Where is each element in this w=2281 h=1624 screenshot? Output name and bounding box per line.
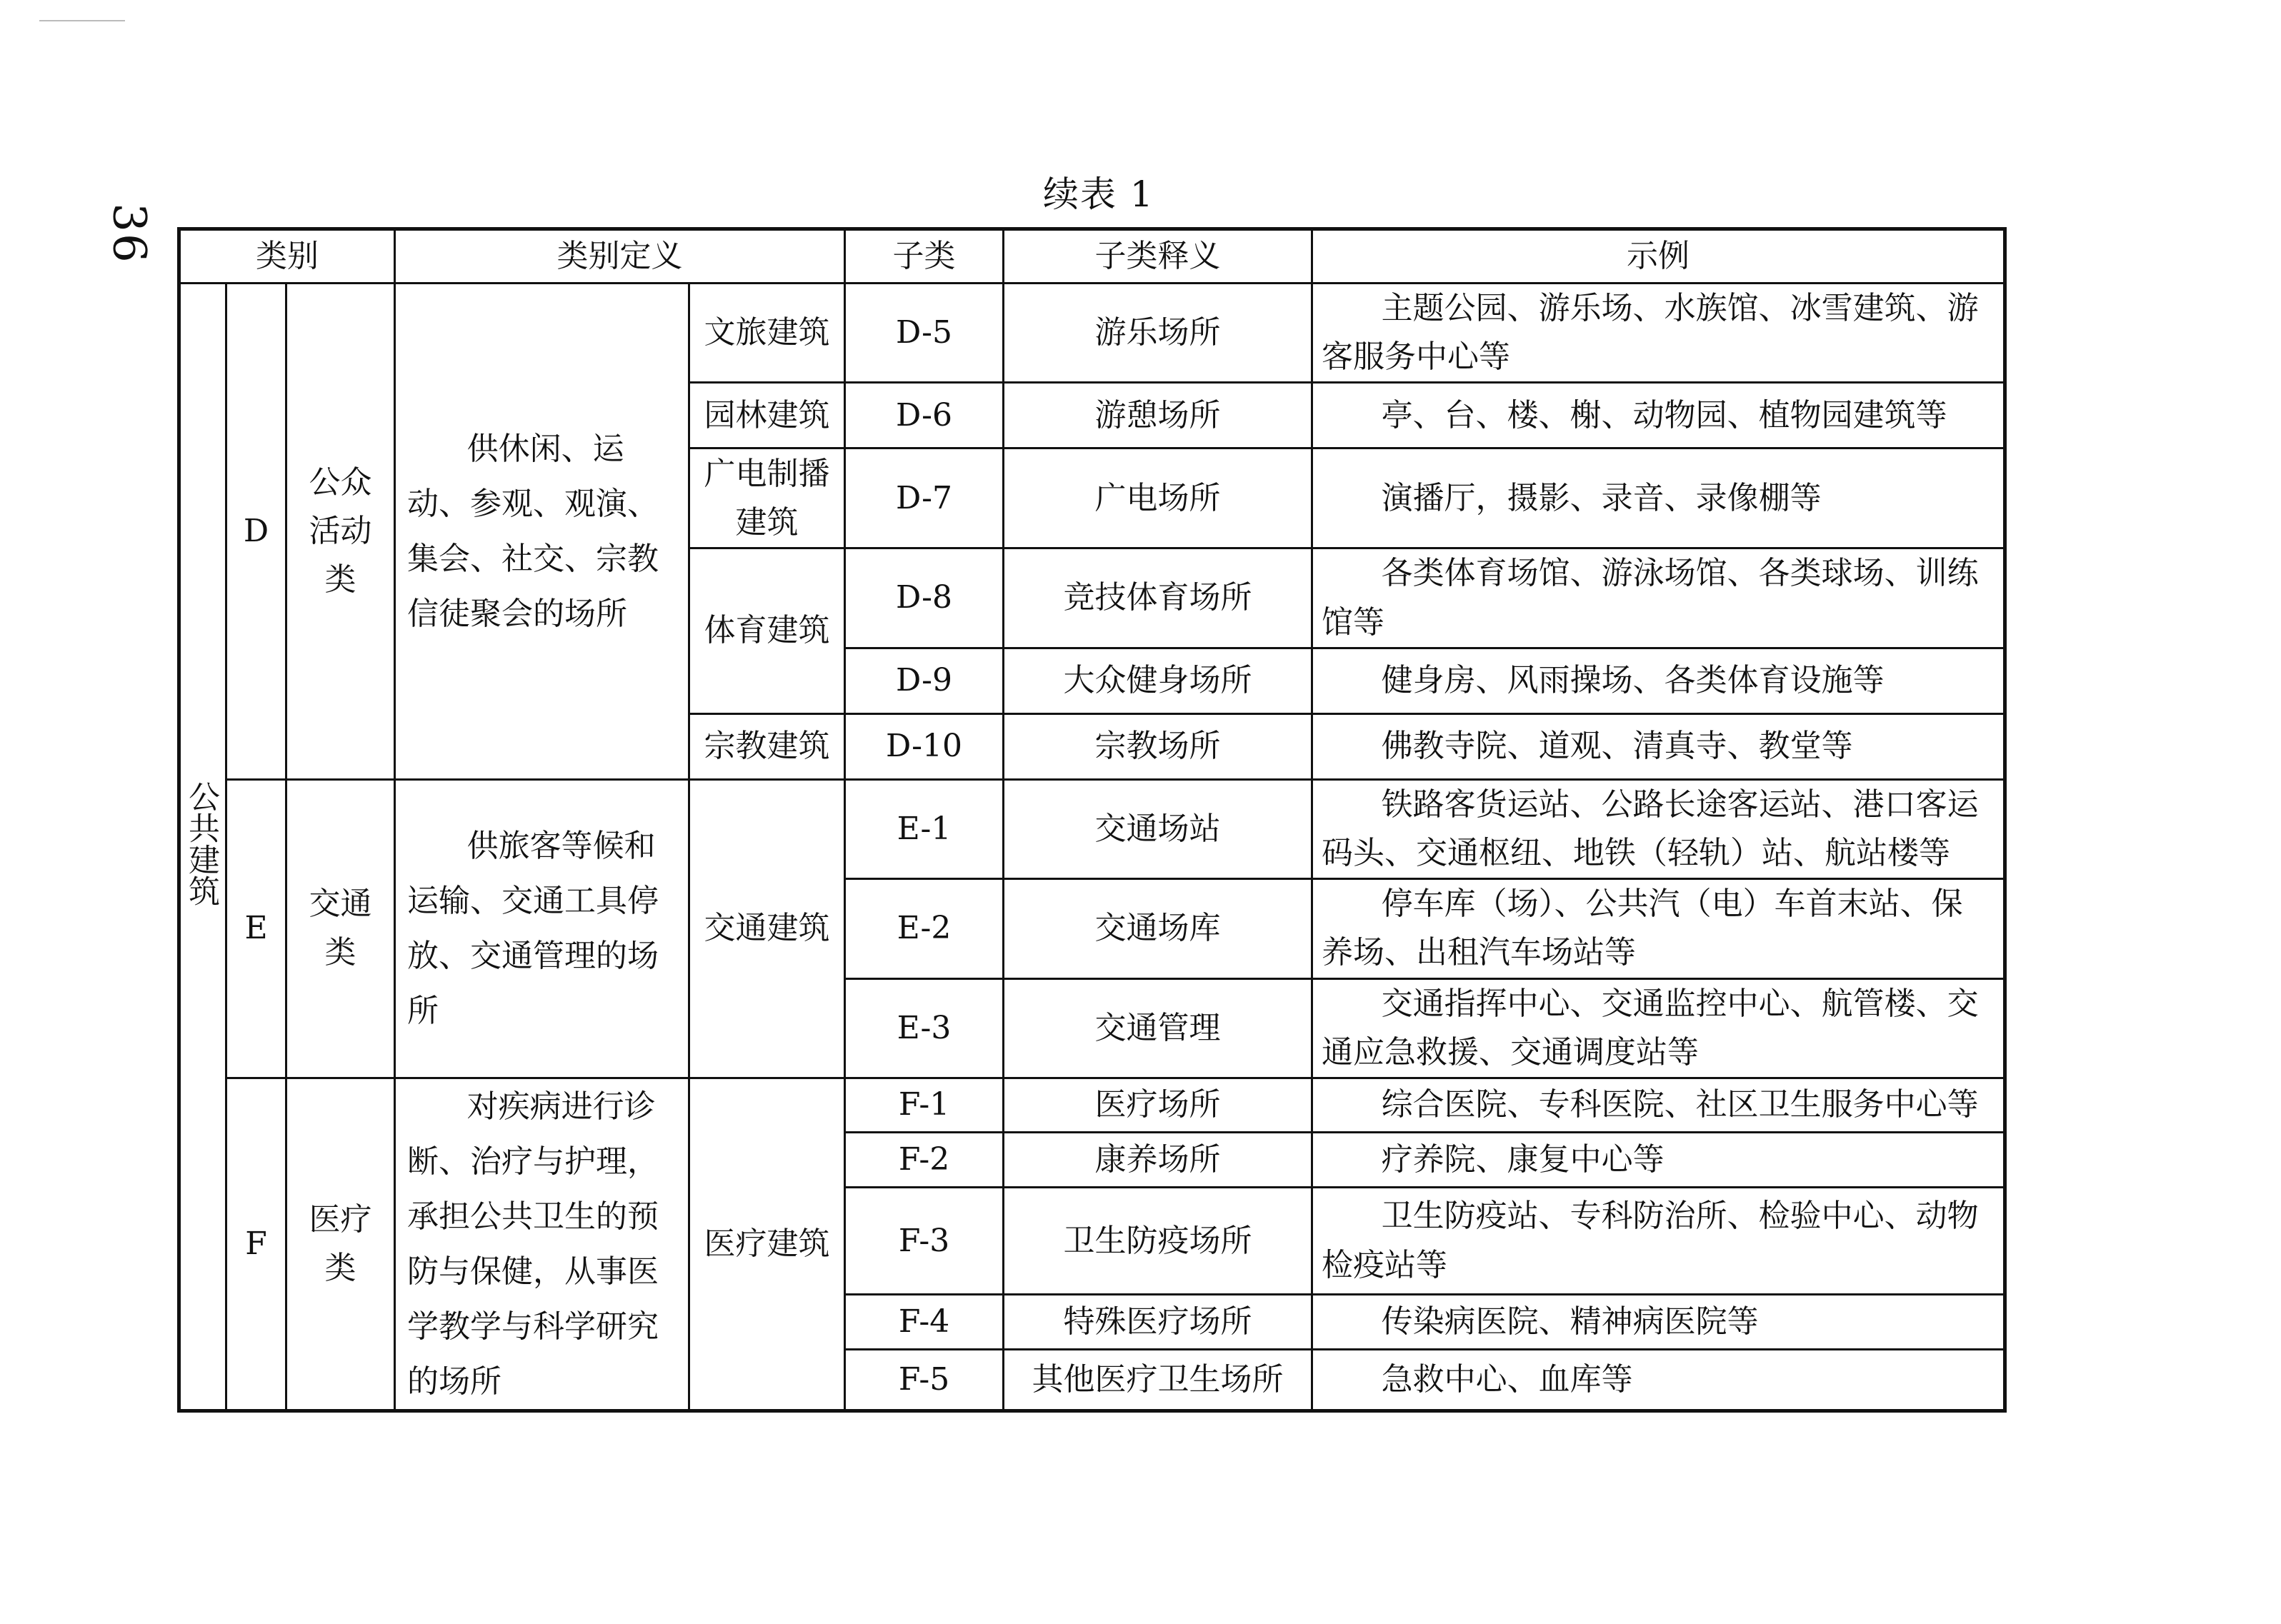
subclass-example: 健身房、风雨操场、各类体育设施等 xyxy=(1312,648,2005,713)
subclass-example: 演播厅，摄影、录音、录像棚等 xyxy=(1312,448,2005,548)
subclass-example: 急救中心、血库等 xyxy=(1312,1350,2005,1411)
section-definition: 对疾病进行诊断、治疗与护理，承担公共卫生的预防与保健，从事医学教学与科学研究的场所 xyxy=(395,1078,689,1410)
subclass-name: 交通管理 xyxy=(1004,978,1312,1078)
subclass-example: 各类体育场馆、游泳场馆、各类球场、训练馆等 xyxy=(1312,548,2005,648)
subclass-name: 广电场所 xyxy=(1004,448,1312,548)
subclass-code: D-10 xyxy=(845,713,1004,779)
subclass-name: 宗教场所 xyxy=(1004,713,1312,779)
header-examples: 示例 xyxy=(1312,229,2005,284)
building-type: 体育建筑 xyxy=(689,548,845,713)
building-type: 宗教建筑 xyxy=(689,713,845,779)
subclass-name: 交通场站 xyxy=(1004,779,1312,878)
subclass-example: 铁路客货运站、公路长途客运站、港口客运码头、交通枢纽、地铁（轻轨）站、航站楼等 xyxy=(1312,779,2005,878)
subclass-name: 竞技体育场所 xyxy=(1004,548,1312,648)
subclass-example: 亭、台、楼、榭、动物园、植物园建筑等 xyxy=(1312,383,2005,448)
group-label: 公共建筑 xyxy=(179,284,226,1411)
subclass-code: F-3 xyxy=(845,1188,1004,1294)
subclass-code: E-3 xyxy=(845,978,1004,1078)
building-type: 医疗建筑 xyxy=(689,1078,845,1410)
building-classification-table xyxy=(177,227,2007,1413)
subclass-name: 游乐场所 xyxy=(1004,284,1312,383)
subclass-name: 卫生防疫场所 xyxy=(1004,1188,1312,1294)
header-subclass: 子类 xyxy=(845,229,1004,284)
subclass-code: F-1 xyxy=(845,1078,1004,1132)
subclass-name: 康养场所 xyxy=(1004,1133,1312,1188)
subclass-name: 医疗场所 xyxy=(1004,1078,1312,1132)
section-name: 医疗类 xyxy=(286,1078,395,1410)
subclass-example: 卫生防疫站、专科防治所、检验中心、动物检疫站等 xyxy=(1312,1188,2005,1294)
subclass-example: 佛教寺院、道观、清真寺、教堂等 xyxy=(1312,713,2005,779)
subclass-code: E-1 xyxy=(845,779,1004,878)
page-number: 36 xyxy=(102,203,156,264)
subclass-name: 其他医疗卫生场所 xyxy=(1004,1350,1312,1411)
subclass-code: F-2 xyxy=(845,1133,1004,1188)
subclass-code: D-5 xyxy=(845,284,1004,383)
table-row xyxy=(179,779,2005,878)
subclass-example: 交通指挥中心、交通监控中心、航管楼、交通应急救援、交通调度站等 xyxy=(1312,978,2005,1078)
table-row xyxy=(179,1078,2005,1132)
building-type: 广电制播建筑 xyxy=(689,448,845,548)
building-type: 园林建筑 xyxy=(689,383,845,448)
subclass-example: 停车库（场）、公共汽（电）车首末站、保养场、出租汽车场站等 xyxy=(1312,879,2005,978)
subclass-code: D-8 xyxy=(845,548,1004,648)
subclass-code: D-7 xyxy=(845,448,1004,548)
section-name: 公众活动类 xyxy=(286,284,395,780)
header-category: 类别 xyxy=(179,229,395,284)
section-definition: 供休闲、运动、参观、观演、集会、社交、宗教信徒聚会的场所 xyxy=(395,284,689,780)
subclass-code: D-6 xyxy=(845,383,1004,448)
subclass-name: 特殊医疗场所 xyxy=(1004,1294,1312,1349)
subclass-example: 综合医院、专科医院、社区卫生服务中心等 xyxy=(1312,1078,2005,1132)
subclass-example: 疗养院、康复中心等 xyxy=(1312,1133,2005,1188)
building-type: 交通建筑 xyxy=(689,779,845,1078)
section-code: F xyxy=(226,1078,286,1410)
section-code: E xyxy=(226,779,286,1078)
subclass-example: 主题公园、游乐场、水族馆、冰雪建筑、游客服务中心等 xyxy=(1312,284,2005,383)
subclass-name: 游憩场所 xyxy=(1004,383,1312,448)
subclass-code: E-2 xyxy=(845,879,1004,978)
section-code: D xyxy=(226,284,286,780)
header-subclass-explanation: 子类释义 xyxy=(1004,229,1312,284)
subclass-name: 大众健身场所 xyxy=(1004,648,1312,713)
section-definition: 供旅客等候和运输、交通工具停放、交通管理的场所 xyxy=(395,779,689,1078)
table-title: 续表 1 xyxy=(1043,174,1154,215)
subclass-code: F-4 xyxy=(845,1294,1004,1349)
table-row xyxy=(179,284,2005,383)
header-category-definition: 类别定义 xyxy=(395,229,845,284)
header-row xyxy=(179,229,2005,284)
subclass-code: F-5 xyxy=(845,1350,1004,1411)
section-name: 交通类 xyxy=(286,779,395,1078)
subclass-name: 交通场库 xyxy=(1004,879,1312,978)
top-rule xyxy=(39,20,125,21)
subclass-example: 传染病医院、精神病医院等 xyxy=(1312,1294,2005,1349)
subclass-code: D-9 xyxy=(845,648,1004,713)
building-type: 文旅建筑 xyxy=(689,284,845,383)
